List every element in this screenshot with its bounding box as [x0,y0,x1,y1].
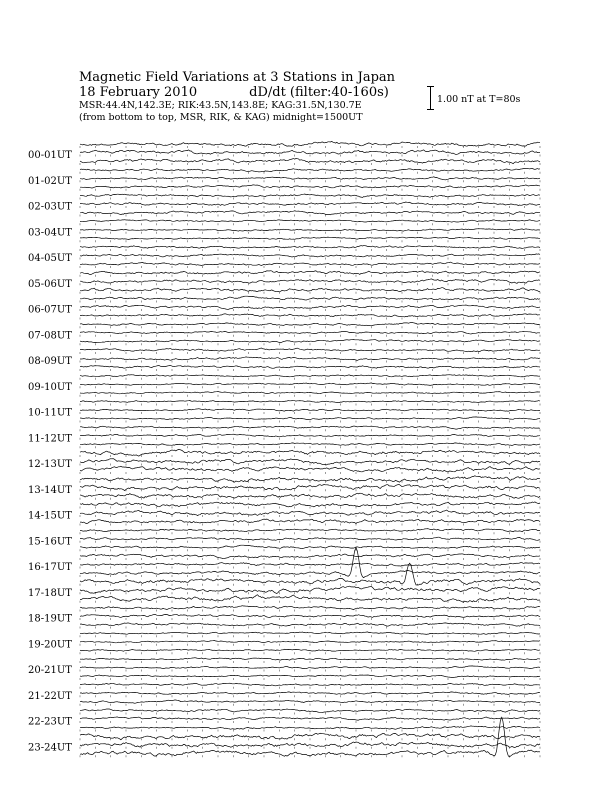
trace-rik [80,717,540,720]
trace-rik [80,640,540,642]
trace-kag [80,658,540,661]
hour-label: 00-01UT [28,150,72,161]
trace-kag [80,296,540,300]
trace-msr [80,185,540,188]
trace-kag [80,563,540,585]
trace-msr [80,493,540,498]
hour-label: 10-11UT [28,407,72,419]
trace-rik [80,614,540,617]
trace-rik [80,434,540,437]
trace-rik [80,229,540,232]
trace-msr [80,262,540,266]
hour-label: 04-05UT [28,253,72,264]
trace-rik [80,510,540,516]
trace-kag [80,168,540,172]
hour-label: 07-08UT [28,330,72,342]
trace-msr [80,339,540,342]
trace-kag [80,502,540,507]
hour-label: 01-02UT [28,175,72,187]
hour-label: 08-09UT [28,356,72,367]
hour-label: 11-12UT [28,433,72,445]
trace-rik [80,666,540,669]
hour-label: 06-07UT [28,304,72,316]
trace-msr [80,314,540,317]
trace-msr [80,545,540,548]
trace-kag [80,220,540,222]
trace-msr [80,726,540,729]
trace-msr [80,417,540,420]
trace-msr [80,700,540,703]
trace-kag [80,632,540,635]
hour-label: 18-19UT [28,613,72,625]
hour-label: 15-16UT [28,536,72,548]
trace-kag [80,554,540,559]
chart-title: Magnetic Field Variations at 3 Stations in Japan [79,70,396,85]
trace-msr [80,466,540,472]
trace-kag [80,271,540,275]
trace-msr [80,675,540,678]
trace-kag [80,194,540,198]
hour-label: 03-04UT [28,227,72,239]
hour-label: 16-17UT [28,562,72,573]
chart-quantity: dD/dt (filter:40-160s) [249,85,389,100]
hour-label: 23-24UT [28,742,72,754]
chart-date: 18 February 2010 [79,85,198,100]
trace-msr [80,623,540,626]
trace-rik [80,202,540,206]
trace-rik [80,409,540,412]
hour-label: 12-13UT [28,459,72,470]
trace-kag [80,709,540,712]
trace-kag [80,246,540,249]
trace-kag [80,375,540,377]
trace-msr [80,548,540,578]
trace-rik [80,357,540,361]
trace-rik [80,150,540,155]
trace-msr [80,237,540,240]
trace-msr [80,519,540,524]
trace-msr [80,211,540,215]
hour-label: 13-14UT [28,484,72,496]
trace-msr [80,288,540,292]
trace-msr [80,366,540,369]
trace-rik [80,692,540,695]
trace-kag [80,401,540,403]
trace-kag [80,529,540,532]
trace-rik [80,305,540,309]
hour-label: 14-15UT [28,510,72,522]
trace-msr [80,443,540,446]
trace-rik [80,177,540,180]
order-note: (from bottom to top, MSR, RIK, & KAG) midnight=1500UT [79,112,363,123]
trace-msr [80,649,540,651]
station-list: MSR:44.4N,142.3E; RIK:43.5N,143.8E; KAG:31.5N,130.7E [79,100,362,111]
hour-label: 22-23UT [28,716,72,728]
trace-kag [80,683,540,686]
trace-kag [80,323,540,326]
hour-label: 05-06UT [28,278,72,290]
trace-rik [80,563,540,567]
trace-msr [80,391,540,393]
trace-msr [80,159,540,164]
trace-rik [80,742,540,748]
scale-label: 1.00 nT at T=80s [437,94,521,105]
trace-kag [80,141,540,146]
hour-label: 02-03UT [28,201,72,213]
hour-label: 20-21UT [28,665,72,676]
trace-rik [80,254,540,257]
trace-rik [80,279,540,283]
trace-rik [80,537,540,540]
hour-label: 21-22UT [28,690,72,702]
hour-label: 17-18UT [28,587,72,599]
trace-kag [80,606,540,610]
trace-kag [80,348,540,352]
hour-label: 19-20UT [28,639,72,651]
trace-rik [80,331,540,334]
hour-label: 09-10UT [28,381,72,393]
trace-rik [80,383,540,386]
trace-kag [80,426,540,429]
